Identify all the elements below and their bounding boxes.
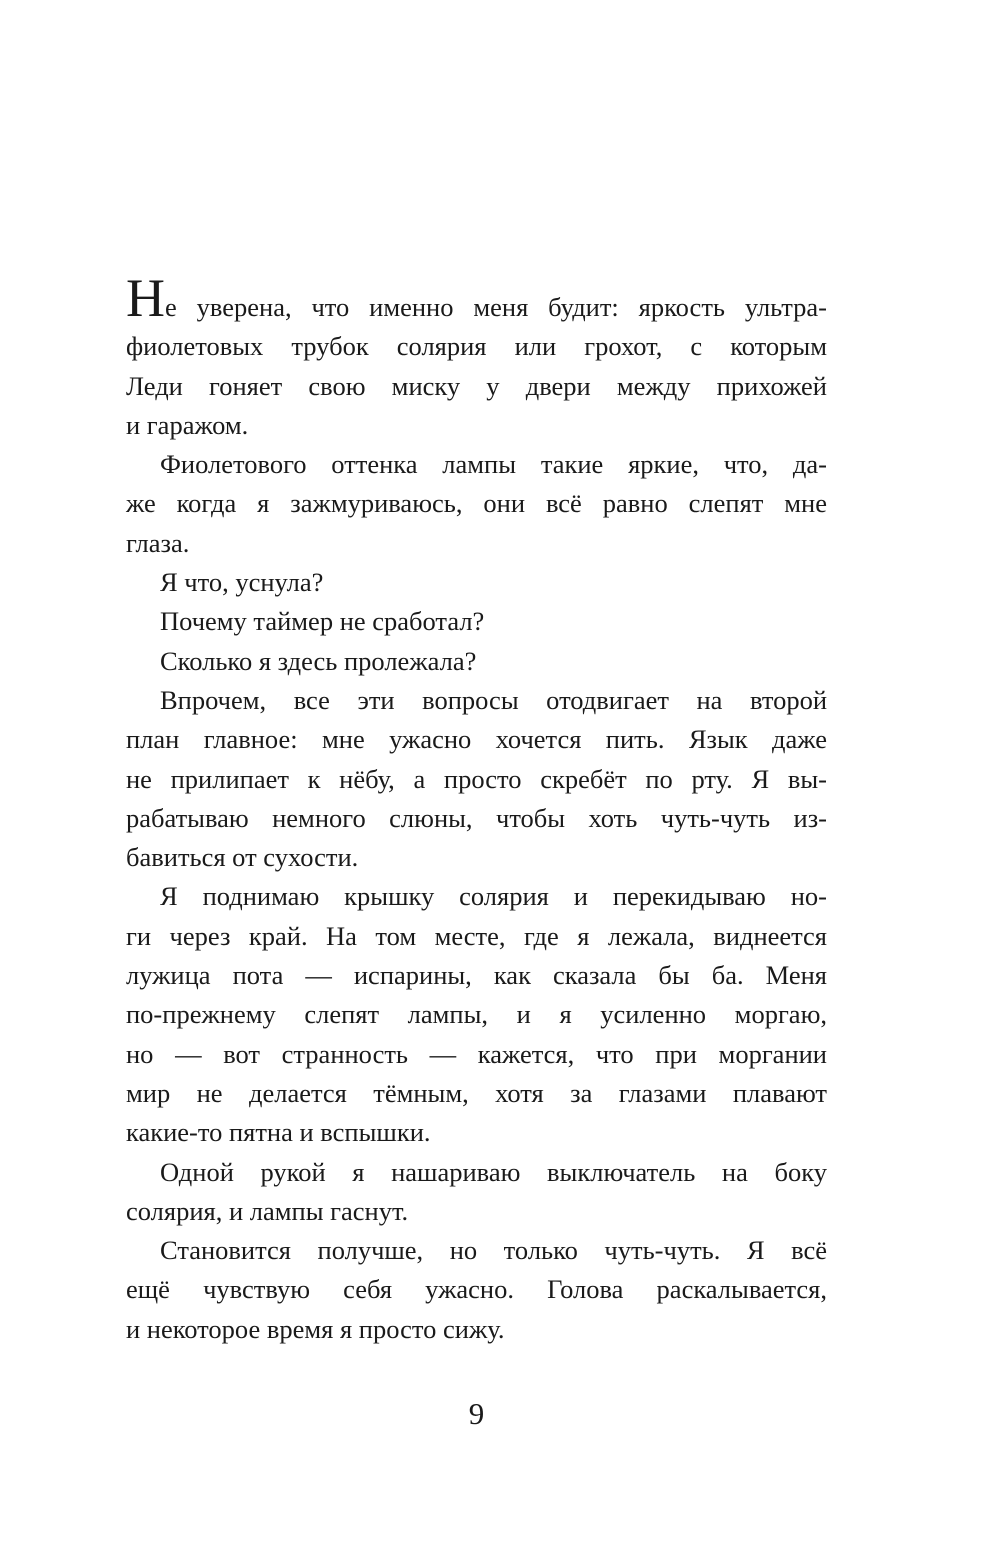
- text-line: [126, 268, 827, 328]
- paragraph: [126, 1153, 827, 1232]
- text-line: фиолетовых трубок солярия или грохот, с которым: [126, 331, 827, 362]
- text-line: Леди гоняет свою миску у двери между прихожей: [126, 370, 827, 401]
- text-line: Почему таймер не сработал?: [160, 606, 485, 637]
- paragraph: [126, 602, 827, 641]
- paragraph: [126, 268, 827, 445]
- text-line: солярия, и лампы гаснут.: [126, 1195, 409, 1226]
- paragraph: [126, 445, 827, 563]
- paragraph: [126, 642, 827, 681]
- text-line: Фиолетового оттенка лампы такие яркие, что, да-: [160, 449, 827, 480]
- initial-capital: Н: [126, 268, 165, 328]
- text-line: и некоторое время я просто сижу.: [126, 1313, 505, 1344]
- text-line: но — вот странность — кажется, что при моргании: [126, 1038, 827, 1069]
- text-line: Я что, уснула?: [160, 567, 324, 598]
- text-line-content: е уверена, что именно меня будит: яркость ультра-: [165, 292, 827, 322]
- text-line: лужица пота — испарины, как сказала бы ба. Меня: [126, 960, 827, 991]
- text-line: Я поднимаю крышку солярия и перекидываю но-: [160, 881, 827, 912]
- text-line: и гаражом.: [126, 409, 249, 440]
- text-line: ещё чувствую себя ужасно. Голова раскалывается,: [126, 1274, 827, 1305]
- text-line: мир не делается тёмным, хотя за глазами плавают: [126, 1077, 827, 1108]
- page-number: 9: [468, 1396, 485, 1431]
- text-line: рабатываю немного слюны, чтобы хоть чуть-чуть из-: [126, 802, 827, 833]
- text-line: Сколько я здесь пролежала?: [160, 645, 477, 676]
- text-line: ги через край. На том месте, где я лежала, виднеется: [126, 920, 827, 951]
- text-block: [126, 268, 827, 1349]
- text-line: глаза.: [126, 527, 190, 558]
- text-line: Становится получше, но только чуть-чуть. Я всё: [160, 1235, 827, 1266]
- text-line: план главное: мне ужасно хочется пить. Язык даже: [126, 724, 827, 755]
- text-line: Одной рукой я нашариваю выключатель на боку: [160, 1156, 827, 1187]
- text-line: не прилипает к нёбу, а просто скребёт по рту. Я вы-: [126, 763, 827, 794]
- paragraph: [126, 1231, 827, 1349]
- text-line: какие-то пятна и вспышки.: [126, 1117, 431, 1148]
- text-line: же когда я зажмуриваюсь, они всё равно слепят мне: [126, 488, 827, 519]
- paragraph: [126, 563, 827, 602]
- text-line: бавиться от сухости.: [126, 842, 359, 873]
- paragraph: [126, 877, 827, 1152]
- paragraph: [126, 681, 827, 877]
- text-line: Впрочем, все эти вопросы отодвигает на второй: [160, 684, 827, 715]
- text-line: по-прежнему слепят лампы, и я усиленно моргаю,: [126, 999, 827, 1030]
